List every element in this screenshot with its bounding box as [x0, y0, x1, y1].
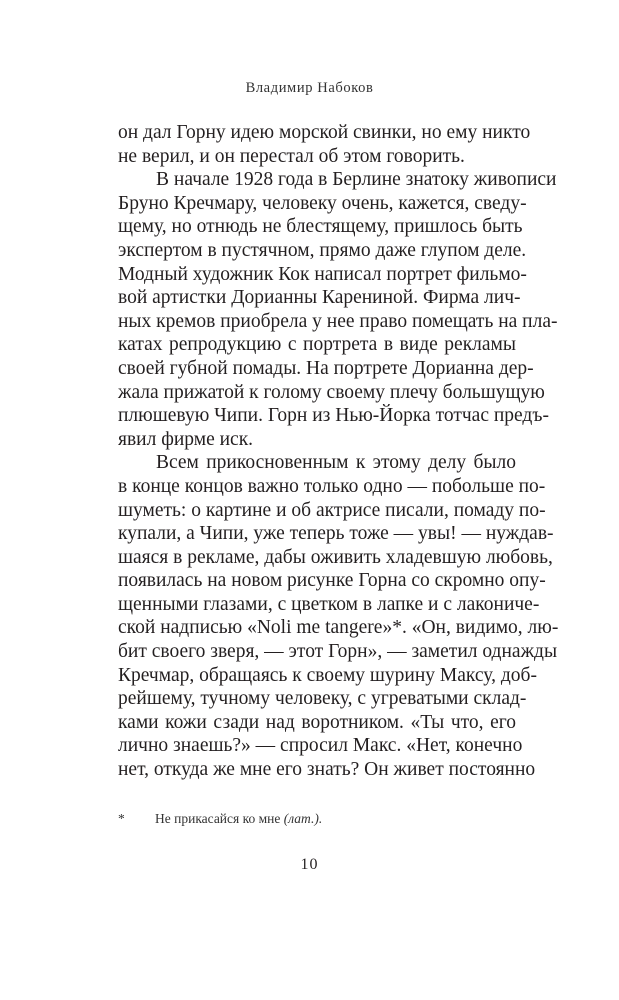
- text-line: вой артистки Дорианны Карениной. Фирма лич-: [118, 287, 521, 309]
- text-line: плюшевую Чипи. Горн из Нью-Йорка тотчас предъ-: [118, 405, 549, 427]
- text-line: не верил, и он перестал об этом говорить.: [118, 145, 465, 167]
- text-line: он дал Горну идею морской свинки, но ему никто: [118, 122, 531, 143]
- footnote: [118, 811, 322, 827]
- text-line: щему, но отнюдь не блестящему, пришлось быть: [118, 216, 523, 238]
- text-line: своей губной помады. На портрете Дорианна дер-: [118, 357, 534, 379]
- running-header: Владимир Набоков: [245, 80, 374, 96]
- text-line: шаяся в рекламе, дабы оживить хладевшую любовь,: [118, 546, 553, 568]
- text-line: ками кожи сзади над воротником. «Ты что, его: [118, 711, 516, 733]
- footnote-mark: *: [118, 811, 125, 826]
- text-line: Модный художник Кок написал портрет фильмо-: [118, 263, 527, 285]
- text-line: бит своего зверя, — этот Горн», — заметил однажды: [118, 641, 558, 663]
- text-line: жала прижатой к голому своему плечу большущую: [118, 381, 545, 403]
- text-line: щенными глазами, с цветком в лапке и с лакониче-: [118, 593, 540, 615]
- text-line: В начале 1928 года в Берлине знатоку живописи: [156, 169, 557, 191]
- text-line: рейшему, тучному человеку, с угреватыми склад-: [118, 688, 527, 710]
- page-number: 10: [300, 856, 319, 873]
- text-line: явил фирме иск.: [118, 428, 254, 450]
- footnote-language-note: (лат.).: [283, 811, 323, 826]
- text-line: Кречмар, обращаясь к своему шурину Максу, доб-: [118, 664, 537, 686]
- text-line: в конце концов важно только одно — побольше по-: [118, 475, 546, 497]
- text-line: катах репродукцию с портрета в виде рекламы: [118, 334, 516, 356]
- text-line: лично знаешь?» — спросил Макс. «Нет, конечно: [118, 735, 523, 757]
- text-line: Всем прикосновенным к этому делу было: [156, 452, 516, 474]
- text-line: появилась на новом рисунке Горна со скромно опу-: [118, 570, 546, 592]
- text-line: шуметь: о картине и об актрисе писали, помаду по-: [118, 499, 546, 521]
- text-line: ных кремов приобрела у нее право помещать на пла-: [118, 310, 558, 332]
- text-line: ской надписью «Noli me tangere»*. «Он, видимо, лю-: [118, 617, 559, 639]
- text-line: Бруно Кречмару, человеку очень, кажется, сведу-: [118, 192, 527, 214]
- body-text: [118, 121, 559, 782]
- text-line: купали, а Чипи, уже теперь тоже — увы! — нуждав-: [118, 523, 554, 545]
- text-line: экспертом в пустячном, прямо даже глупом деле.: [118, 239, 527, 261]
- footnote-text: Не прикасайся ко мне: [155, 811, 284, 826]
- text-line: нет, откуда же мне его знать? Он живет постоянно: [118, 759, 536, 781]
